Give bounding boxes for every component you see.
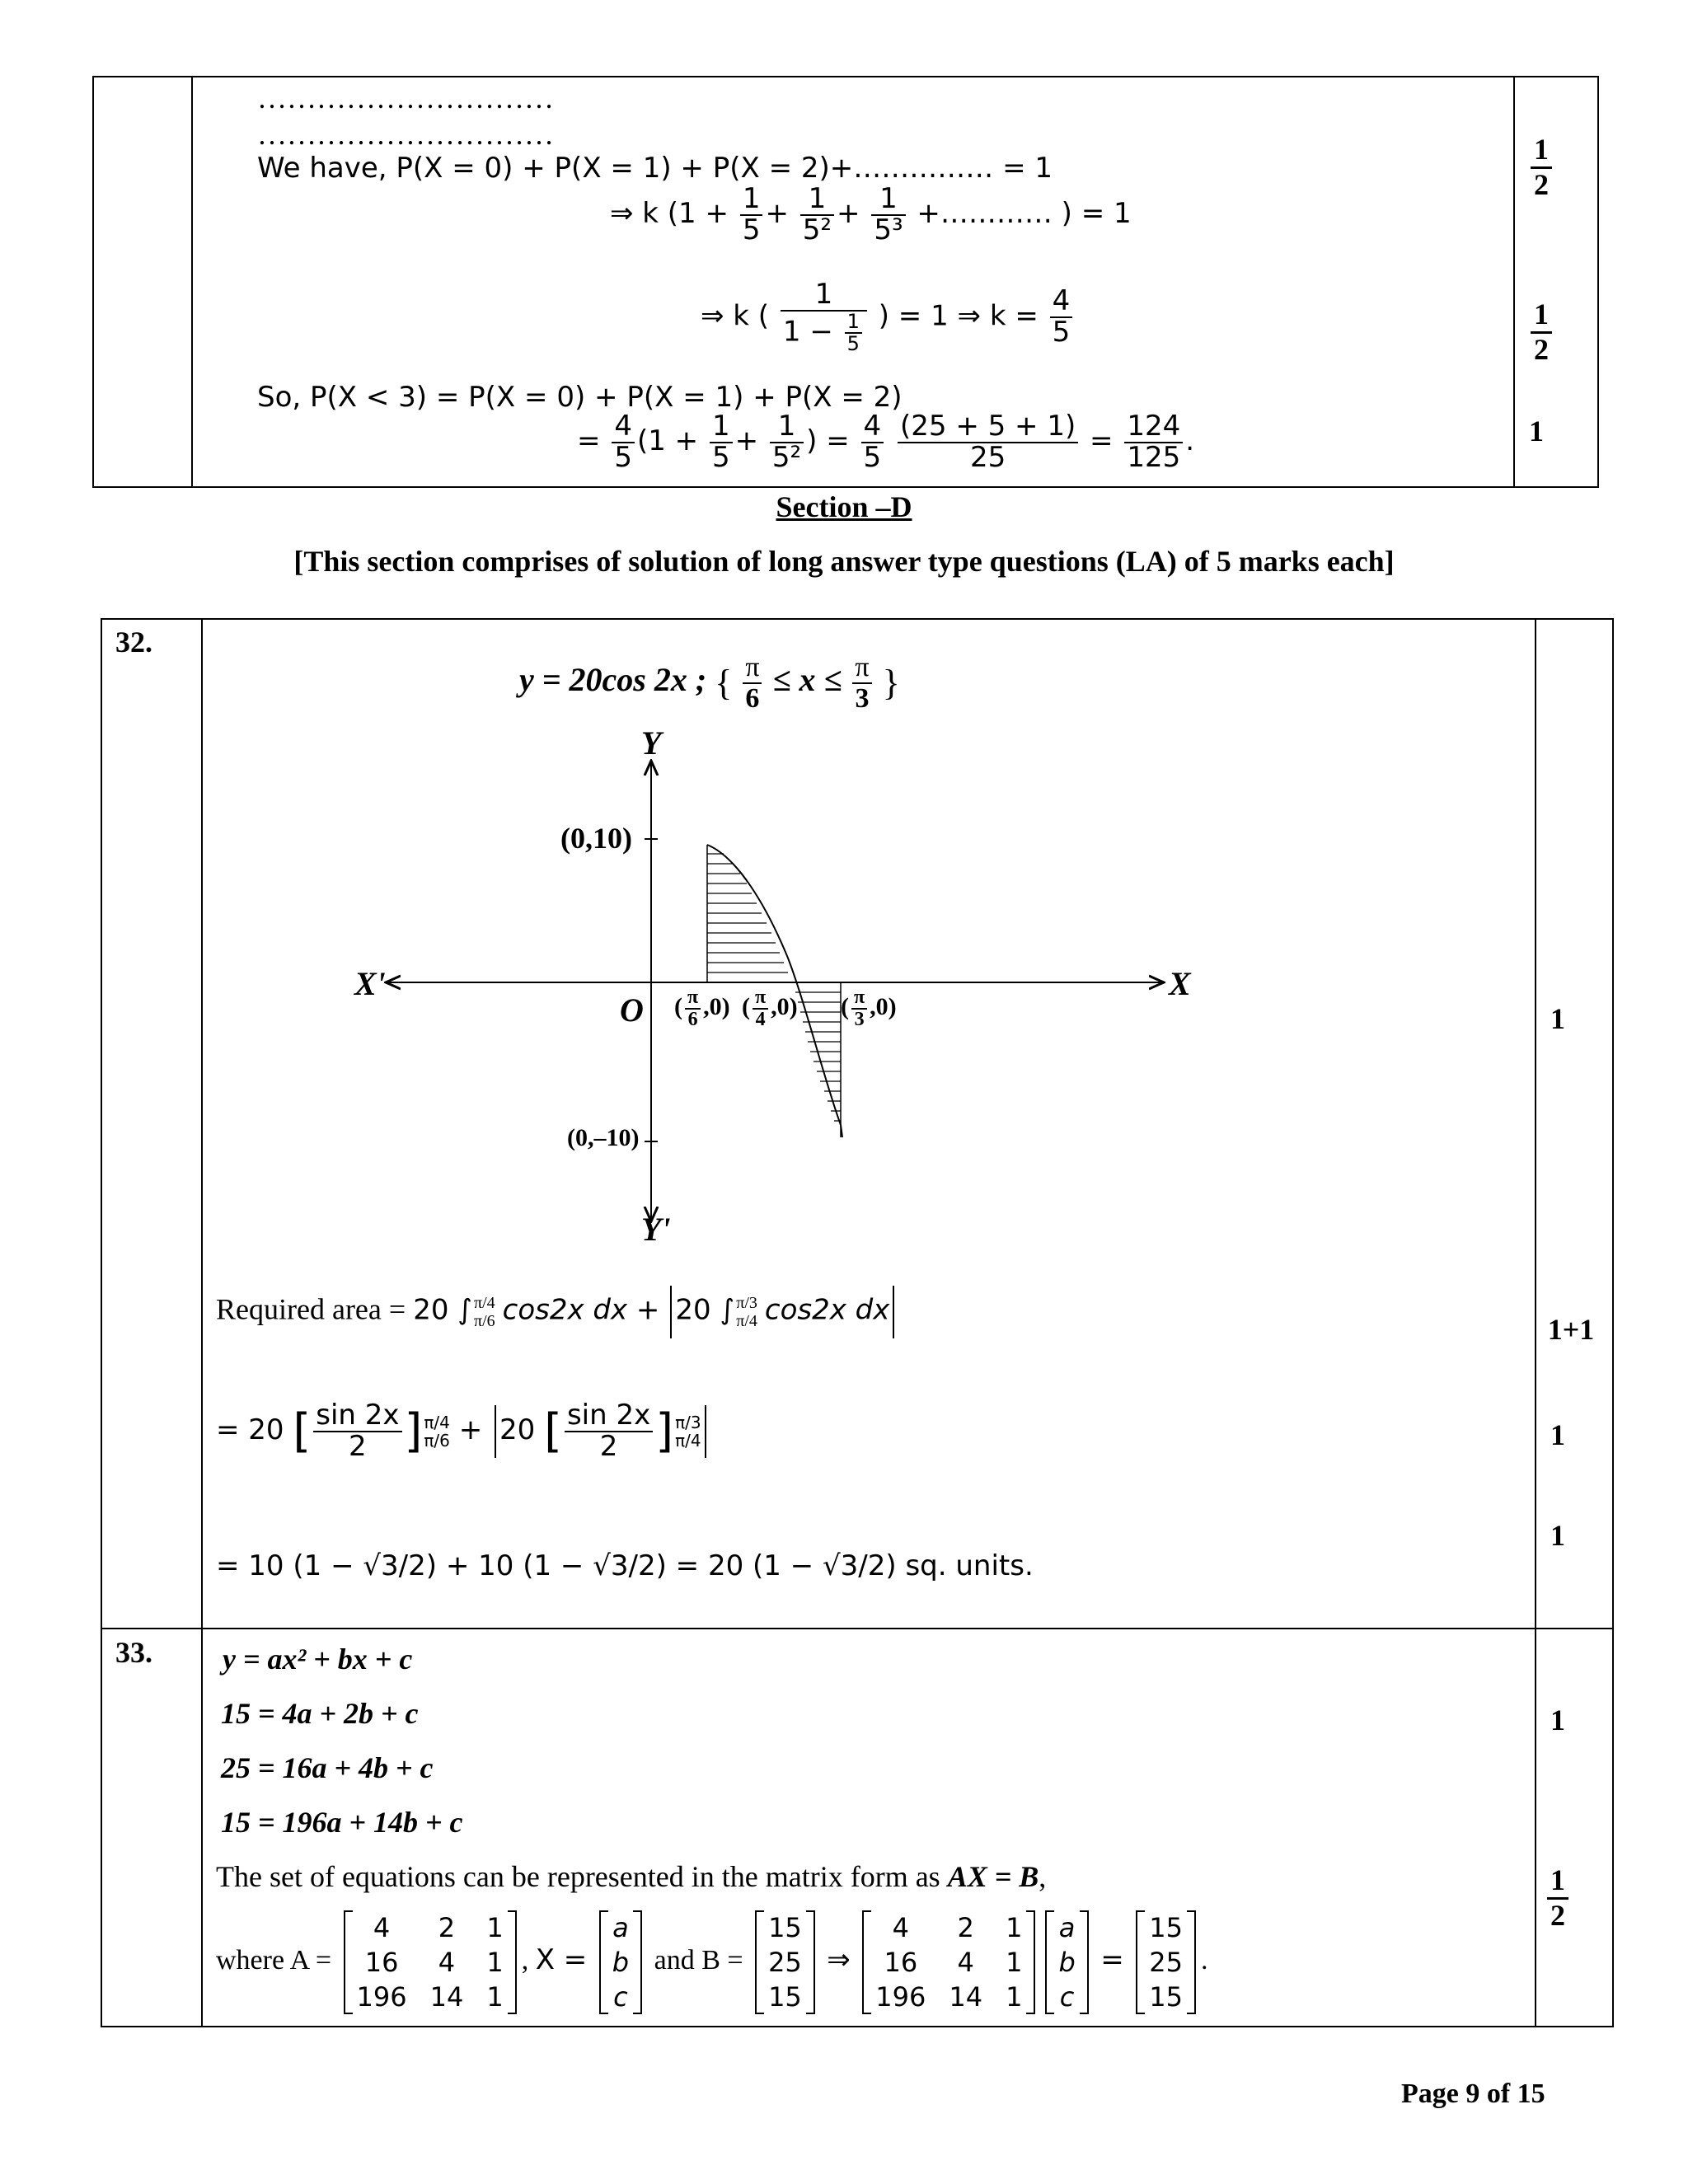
q33-matrix-sentence: The set of equations can be represented in the matrix form as AX = B, [216,1860,1047,1893]
q32-required-area: Required area = 20 ∫ π/4 π/6 cos2x dx + 20 ∫ π/3 π/4 cos2x dx [216,1286,898,1338]
q31-mark-half-2: $\frac{1}{2}$ [1526,298,1556,367]
q31-line-2: ⇒ k (1 + $\frac{1}{5}$ + $\frac{1}{\text{5²}}$ + $\frac{1}{\text{5³}}$ +………… ) = 1 [610,182,1132,246]
point-pi3: ( $\frac{\pi}{3}$ ,0) [841,987,897,1031]
point-pi4: ( $\frac{\pi}{4}$ ,0) [742,987,798,1031]
q31-mark-1: 1 [1529,415,1544,448]
q33-eq-2: 15 = 4a + 2b + c [221,1697,419,1730]
q31-line-1: We have, P(X = 0) + P(X = 1) + P(X = 2)+…………… = 1 [257,152,1053,185]
q33-mark-half: $\frac{1}{2}$ [1541,1864,1574,1933]
q31-line-3: ⇒ k ( 1 1 − $\frac{1}{5}$ ) = 1 ⇒ k = $\frac{4}{5}$ [701,280,1075,354]
x-axis-label: X [1169,965,1191,1002]
q31-mark-half-1: $\frac{1}{2}$ [1526,134,1556,202]
q33-mark-1: 1 [1550,1704,1565,1736]
q32-equation: y = 20cos 2x ; { $\frac{\pi}{6}$ ≤ x ≤ $\frac{\pi}{3}$ } [519,652,900,714]
section-subtitle: [This section comprises of solution of long answer type questions (LA) of 5 marks each] [293,545,1395,578]
q32-mark-step2: 1 [1550,1418,1565,1451]
matrix-A-repeat: 4 2 1 16 4 1 196 14 1 [862,1910,1035,2014]
q33-eq-3: 25 = 16a + 4b + c [221,1751,434,1784]
matrix-X-repeat: a b c [1045,1910,1088,2014]
origin-label: O [620,991,644,1029]
q32-step-3: = 10 (1 − √3/2) + 10 (1 − √3/2) = 20 (1 − √3/2) sq. units. [216,1549,1034,1582]
matrix-A: 4 2 1 16 4 1 196 14 1 [344,1910,517,2014]
point-pi6: ( $\frac{\pi}{6}$ ,0) [674,987,730,1031]
q33-matrices: where A = 4 2 1 16 4 1 196 14 1 , X = a b c and B = 15 25 15 ⇒ 4 2 1 16 4 1 196 14 1 a b c = 15 25 15 . [216,1912,1208,2013]
q31-line-4: So, P(X < 3) = P(X = 0) + P(X = 1) + P(X = 2) [257,381,903,414]
q31-line-5: = $\frac{4}{5}$ (1 + $\frac{1}{5}$ + $\frac{1}{\text{5²}}$ ) = $\frac{4}{5}$ $\frac{(25 + 5 + 1)}{25}$ = $\frac{124}{125}$ . [577,410,1195,474]
matrix-B: 15 25 15 [755,1910,815,2014]
page-number: Page 9 of 15 [1401,2079,1545,2109]
point-0-10: (0,10) [560,822,632,855]
x-axis-prime-label: X' [354,965,386,1002]
y-axis-label: Y [641,724,662,762]
point-0-neg10: (0,–10) [567,1124,640,1151]
q33-eq-4: 15 = 196a + 14b + c [221,1806,463,1839]
q32-number: 32. [115,626,152,658]
q31-dots-1: ………………………… [257,82,554,115]
matrix-X: a b c [599,1910,642,2014]
q31-dots-2: ………………………… [257,118,554,151]
q33-eq-1: y = ax² + bx + c [223,1643,413,1675]
q32-step-2: = 20 [ $\frac{\sin 2x}{2}$ ] π/4 π/6 + 20 [ $\frac{\sin 2x}{2}$ ] π/3 π/4 [216,1401,710,1461]
q32-mark-step3: 1 [1550,1519,1565,1552]
q32-mark-integral: 1+1 [1547,1313,1595,1346]
q32-graph [330,717,1236,1253]
section-title: Section –D [776,490,912,523]
q33-number: 33. [115,1636,152,1669]
matrix-B-repeat: 15 25 15 [1136,1910,1196,2014]
q32-mark-graph: 1 [1550,1002,1565,1035]
y-axis-prime-label: Y' [641,1211,671,1248]
